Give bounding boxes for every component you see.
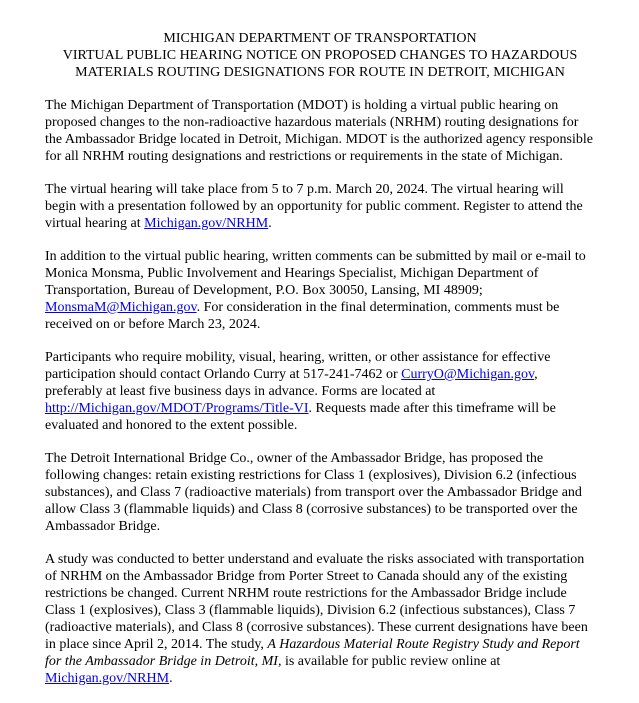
- study-title-italic: A Hazardous Material Route Registry Study and Report for the Ambassador Bridge in Detroit, MI: [45, 637, 580, 669]
- document-title: [45, 30, 595, 81]
- paragraph-accessibility: [45, 349, 595, 434]
- paragraph-hearing-schedule: [45, 181, 595, 232]
- paragraph-proposed-changes: [45, 450, 595, 535]
- paragraph-text: In addition to the virtual public hearing, written comments can be submitted by mail or e-mail to Monica Monsma, Public Involvement and Hearings Specialist, Michigan Department of Transportation, Bureau of Development, P.O. Box 30050, Lansing, MI 48909;: [45, 249, 586, 298]
- paragraph-text: A study was conducted to better understand and evaluate the risks associated with transportation of NRHM on the Ambassador Bridge from Porter Street to Canada should any of the existing restrictions be changed. Current NRHM route restrictions for the Ambassador Bridge include Class 1 (explosives), Class 3 (flammable liquids), Division 6.2 (infectious substances), Class 7 (radioactive materials), and Class 8 (corrosive substances). These current designations have been in place since April 2, 2014. The study,: [45, 552, 588, 652]
- paragraph-study: [45, 551, 595, 687]
- paragraph-text: , is available for public review online at: [277, 654, 501, 669]
- paragraph-text: .: [268, 216, 272, 231]
- paragraph-text: .: [169, 671, 173, 686]
- paragraph-text: . For consideration in the final determination, comments must be received on or before March 23, 2024.: [45, 300, 560, 332]
- link-curry-email[interactable]: CurryO@Michigan.gov: [401, 367, 535, 382]
- link-monsma-email[interactable]: MonsmaM@Michigan.gov: [45, 300, 197, 315]
- paragraph-text: , preferably at least five business days in advance. Forms are located at: [45, 367, 538, 399]
- paragraph-text: The virtual hearing will take place from 5 to 7 p.m. March 20, 2024. The virtual hearing will begin with a presentation followed by an opportunity for public comment. Register to attend the virtual hearing at: [45, 182, 583, 231]
- title-line-1: MICHIGAN DEPARTMENT OF TRANSPORTATION: [163, 31, 477, 46]
- paragraph-text: The Michigan Department of Transportation (MDOT) is holding a virtual public hearing on proposed changes to the non-radioactive hazardous materials (NRHM) routing designations for the Ambassador Bridge located in Detroit, Michigan. MDOT is the authorized agency responsible for all NRHM routing designations and restrictions or requirements in the state of Michigan.: [45, 98, 593, 164]
- link-michigan-gov-nrhm[interactable]: Michigan.gov/NRHM: [144, 216, 269, 231]
- title-line-2: VIRTUAL PUBLIC HEARING NOTICE ON PROPOSED CHANGES TO HAZARDOUS: [62, 48, 578, 63]
- paragraph-text: . Requests made after this timeframe will be evaluated and honored to the extent possible.: [45, 401, 556, 433]
- paragraph-text: The Detroit International Bridge Co., owner of the Ambassador Bridge, has proposed the following changes: retain existing restrictions for Class 1 (explosives), Division 6.2 (infectious substances), and Class 7 (radioactive materials) from transport over the Ambassador Bridge and allow Class 3 (flammable liquids) and Class 8 (corrosive substances) to be transported over the Ambassador Bridge.: [45, 451, 582, 534]
- title-line-3: MATERIALS ROUTING DESIGNATIONS FOR ROUTE IN DETROIT, MICHIGAN: [75, 65, 565, 80]
- link-michigan-gov-nrhm-2[interactable]: Michigan.gov/NRHM: [45, 671, 170, 686]
- paragraph-written-comments: [45, 248, 595, 333]
- link-title-vi-forms[interactable]: http://Michigan.gov/MDOT/Programs/Title-VI: [45, 401, 309, 416]
- paragraph-text: Participants who require mobility, visual, hearing, written, or other assistance for effective participation should contact Orlando Curry at 517-241-7462 or: [45, 350, 551, 382]
- paragraph-intro: [45, 97, 595, 165]
